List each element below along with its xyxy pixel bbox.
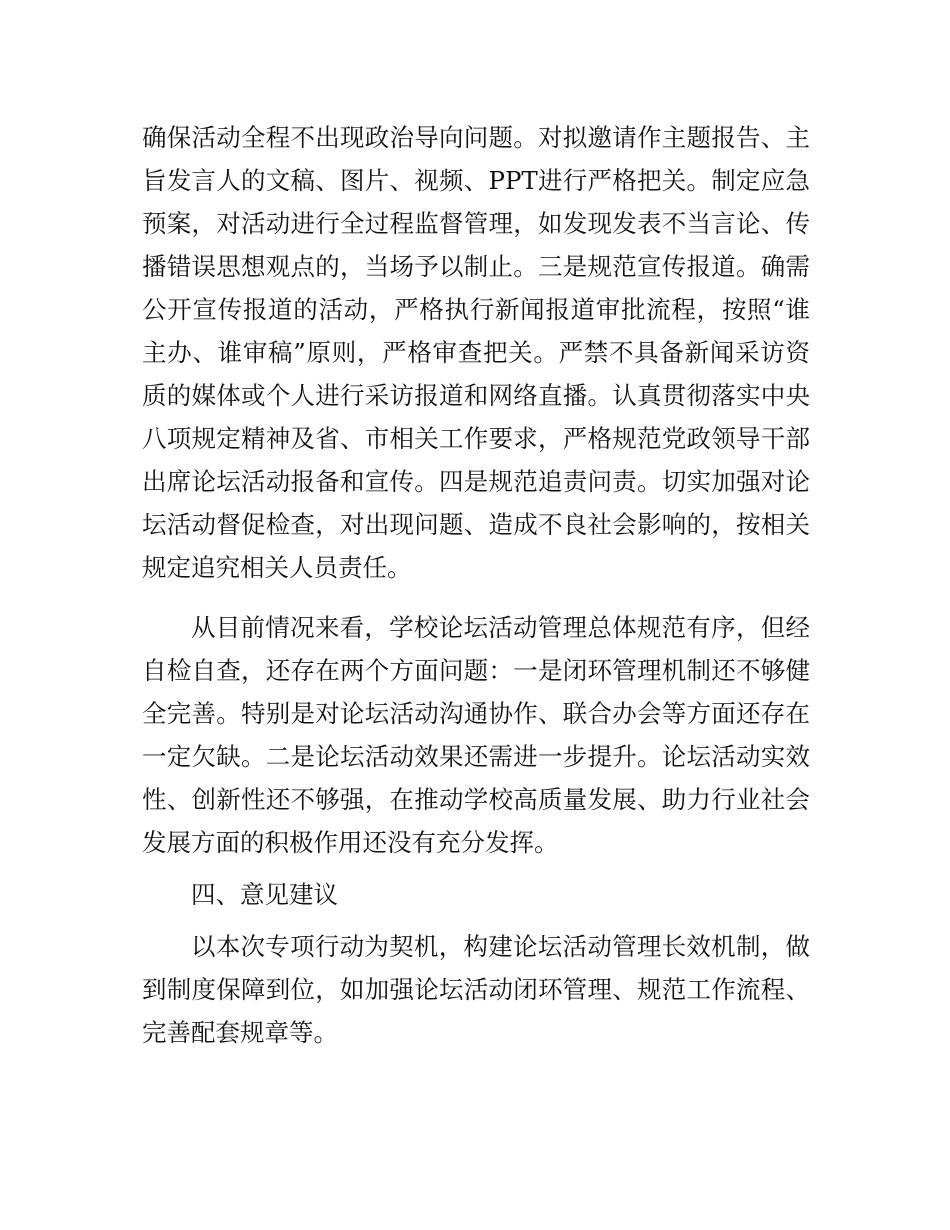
paragraph-problems: 从目前情况来看，学校论坛活动管理总体规范有序，但经自检自查，还存在两个方面问题：一是闭环管理机制还不够健全完善。特别是对论坛活动沟通协作、联合办会等方面还存在一定欠缺。二是论坛活动效果还需进一步提升。论坛活动实效性、创新性还不够强，在推动学校高质量发展、助力行业社会发展方面的积极作用还没有充分发挥。	[142, 613, 810, 857]
paragraph-suggestions: 以本次专项行动为契机，构建论坛活动管理长效机制，做到制度保障到位，如加强论坛活动闭环管理、规范工作流程、完善配套规章等。	[142, 932, 810, 1047]
paragraph-continuation: 确保活动全程不出现政治导向问题。对拟邀请作主题报告、主旨发言人的文稿、图片、视频、PPT进行严格把关。制定应急预案，对活动进行全过程监督管理，如发现发表不当言论、传播错误思想观点的，当场予以制止。三是规范宣传报道。确需公开宣传报道的活动，严格执行新闻报道审批流程，按照“谁主办、谁审稿”原则，严格审查把关。严禁不具备新闻采访资质的媒体或个人进行采访报道和网络直播。认真贯彻落实中央八项规定精神及省、市相关工作要求，严格规范党政领导干部出席论坛活动报备和宣传。四是规范追责问责。切实加强对论坛活动督促检查，对出现问题、造成不良社会影响的，按相关规定追究相关人员责任。	[142, 123, 810, 582]
section-heading: 四、意见建议	[191, 880, 338, 909]
